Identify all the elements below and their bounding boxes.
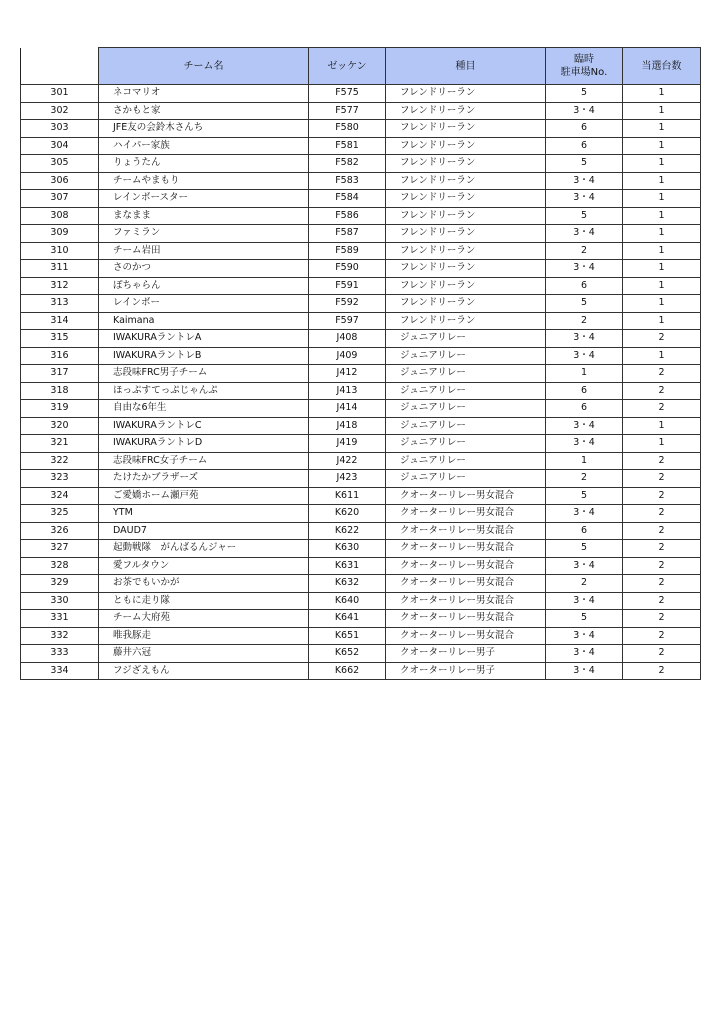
- team-name-cell: Kaimana: [99, 312, 309, 330]
- table-row: [21, 155, 701, 173]
- event-cell: フレンドリーラン: [386, 207, 546, 225]
- team-name-cell: チーム大府苑: [99, 610, 309, 628]
- event-cell: フレンドリーラン: [386, 155, 546, 173]
- cars-cell: 1: [623, 295, 701, 313]
- event-cell: クオーターリレー男女混合: [386, 575, 546, 593]
- team-name-cell: さのかつ: [99, 260, 309, 278]
- event-cell: クオーターリレー男女混合: [386, 627, 546, 645]
- table-row: [21, 172, 701, 190]
- cars-cell: 1: [623, 260, 701, 278]
- row-number: 321: [21, 435, 99, 453]
- parking-cell: 2: [546, 312, 623, 330]
- bib-cell: K611: [309, 487, 386, 505]
- row-number: 314: [21, 312, 99, 330]
- cars-cell: 1: [623, 225, 701, 243]
- bib-cell: F575: [309, 85, 386, 103]
- row-number: 309: [21, 225, 99, 243]
- cars-cell: 1: [623, 277, 701, 295]
- parking-cell: 3・4: [546, 592, 623, 610]
- cars-cell: 2: [623, 540, 701, 558]
- bib-cell: K662: [309, 662, 386, 680]
- row-number: 327: [21, 540, 99, 558]
- cars-cell: 1: [623, 120, 701, 138]
- team-name-cell: DAUD7: [99, 522, 309, 540]
- team-name-cell: ともに走り隊: [99, 592, 309, 610]
- team-name-cell: IWAKURAラントレC: [99, 417, 309, 435]
- cars-cell: 1: [623, 190, 701, 208]
- parking-cell: 6: [546, 382, 623, 400]
- parking-cell: 3・4: [546, 505, 623, 523]
- bib-cell: K622: [309, 522, 386, 540]
- event-cell: フレンドリーラン: [386, 102, 546, 120]
- row-number: 303: [21, 120, 99, 138]
- bib-cell: F584: [309, 190, 386, 208]
- row-number: 306: [21, 172, 99, 190]
- event-cell: フレンドリーラン: [386, 190, 546, 208]
- team-name-cell: IWAKURAラントレB: [99, 347, 309, 365]
- table-row: [21, 610, 701, 628]
- row-number: 310: [21, 242, 99, 260]
- header-bib: ゼッケン: [309, 48, 386, 85]
- parking-cell: 3・4: [546, 330, 623, 348]
- parking-cell: 6: [546, 277, 623, 295]
- team-name-cell: ファミラン: [99, 225, 309, 243]
- table-row: [21, 645, 701, 663]
- parking-cell: 5: [546, 295, 623, 313]
- parking-cell: 3・4: [546, 645, 623, 663]
- parking-cell: 2: [546, 242, 623, 260]
- row-number: 324: [21, 487, 99, 505]
- team-name-cell: たけたかブラザーズ: [99, 470, 309, 488]
- header-event: 種目: [386, 48, 546, 85]
- row-number: 332: [21, 627, 99, 645]
- row-number: 308: [21, 207, 99, 225]
- bib-cell: F581: [309, 137, 386, 155]
- header-team-name: チーム名: [99, 48, 309, 85]
- team-name-cell: 愛フルタウン: [99, 557, 309, 575]
- event-cell: クオーターリレー男女混合: [386, 557, 546, 575]
- bib-cell: F589: [309, 242, 386, 260]
- event-cell: ジュニアリレー: [386, 330, 546, 348]
- row-number: 312: [21, 277, 99, 295]
- parking-cell: 3・4: [546, 347, 623, 365]
- team-name-cell: 藤井六冠: [99, 645, 309, 663]
- table-row: [21, 277, 701, 295]
- bib-cell: J419: [309, 435, 386, 453]
- table-row: [21, 487, 701, 505]
- team-name-cell: 志段味FRC女子チーム: [99, 452, 309, 470]
- event-cell: ジュニアリレー: [386, 470, 546, 488]
- bib-cell: J418: [309, 417, 386, 435]
- event-cell: フレンドリーラン: [386, 120, 546, 138]
- parking-cell: 5: [546, 155, 623, 173]
- table-row: [21, 260, 701, 278]
- parking-cell: 3・4: [546, 225, 623, 243]
- row-number: 301: [21, 85, 99, 103]
- row-number: 334: [21, 662, 99, 680]
- cars-cell: 2: [623, 575, 701, 593]
- cars-cell: 2: [623, 662, 701, 680]
- parking-cell: 3・4: [546, 627, 623, 645]
- bib-cell: J408: [309, 330, 386, 348]
- table-row: [21, 207, 701, 225]
- cars-cell: 1: [623, 172, 701, 190]
- table-row: [21, 435, 701, 453]
- event-cell: クオーターリレー男子: [386, 662, 546, 680]
- cars-cell: 1: [623, 155, 701, 173]
- team-name-cell: ぽちゃらん: [99, 277, 309, 295]
- parking-cell: 3・4: [546, 260, 623, 278]
- parking-cell: 6: [546, 120, 623, 138]
- parking-cell: 1: [546, 365, 623, 383]
- event-cell: フレンドリーラン: [386, 277, 546, 295]
- team-name-cell: IWAKURAラントレA: [99, 330, 309, 348]
- header-parking-line1: 臨時: [574, 54, 594, 65]
- event-cell: ジュニアリレー: [386, 452, 546, 470]
- table-row: [21, 575, 701, 593]
- table-row: [21, 417, 701, 435]
- event-cell: フレンドリーラン: [386, 260, 546, 278]
- table-row: [21, 102, 701, 120]
- parking-cell: 3・4: [546, 190, 623, 208]
- bib-cell: F586: [309, 207, 386, 225]
- cars-cell: 2: [623, 505, 701, 523]
- cars-cell: 2: [623, 452, 701, 470]
- row-number: 333: [21, 645, 99, 663]
- cars-cell: 1: [623, 137, 701, 155]
- event-cell: フレンドリーラン: [386, 85, 546, 103]
- parking-cell: 3・4: [546, 435, 623, 453]
- team-name-cell: 自由な6年生: [99, 400, 309, 418]
- bib-cell: F577: [309, 102, 386, 120]
- row-number: 330: [21, 592, 99, 610]
- table-row: [21, 662, 701, 680]
- parking-cell: 5: [546, 540, 623, 558]
- header-parking-line2: 駐車場No.: [560, 67, 608, 78]
- cars-cell: 1: [623, 417, 701, 435]
- table-row: [21, 295, 701, 313]
- row-number: 318: [21, 382, 99, 400]
- cars-cell: 1: [623, 207, 701, 225]
- parking-cell: 3・4: [546, 662, 623, 680]
- team-name-cell: 志段味FRC男子チーム: [99, 365, 309, 383]
- cars-cell: 2: [623, 645, 701, 663]
- event-cell: ジュニアリレー: [386, 435, 546, 453]
- bib-cell: J422: [309, 452, 386, 470]
- table-row: [21, 190, 701, 208]
- row-number: 319: [21, 400, 99, 418]
- team-name-cell: IWAKURAラントレD: [99, 435, 309, 453]
- row-number: 323: [21, 470, 99, 488]
- team-name-cell: 唯我豚走: [99, 627, 309, 645]
- table-row: [21, 470, 701, 488]
- bib-cell: F583: [309, 172, 386, 190]
- cars-cell: 2: [623, 592, 701, 610]
- team-name-cell: ネコマリオ: [99, 85, 309, 103]
- cars-cell: 2: [623, 487, 701, 505]
- team-name-cell: JFE友の会鈴木さんち: [99, 120, 309, 138]
- team-name-cell: フジざえもん: [99, 662, 309, 680]
- bib-cell: K641: [309, 610, 386, 628]
- event-cell: ジュニアリレー: [386, 417, 546, 435]
- cars-cell: 2: [623, 557, 701, 575]
- bib-cell: J423: [309, 470, 386, 488]
- cars-cell: 1: [623, 312, 701, 330]
- team-name-cell: さかもと家: [99, 102, 309, 120]
- bib-cell: K620: [309, 505, 386, 523]
- table-row: [21, 522, 701, 540]
- header-parking: [546, 48, 623, 85]
- event-cell: ジュニアリレー: [386, 347, 546, 365]
- row-number: 328: [21, 557, 99, 575]
- cars-cell: 1: [623, 347, 701, 365]
- table-row: [21, 627, 701, 645]
- parking-cell: 5: [546, 487, 623, 505]
- row-number: 329: [21, 575, 99, 593]
- bib-cell: J414: [309, 400, 386, 418]
- table-row: [21, 120, 701, 138]
- table-row: [21, 225, 701, 243]
- cars-cell: 2: [623, 470, 701, 488]
- event-cell: フレンドリーラン: [386, 312, 546, 330]
- row-number: 322: [21, 452, 99, 470]
- bib-cell: F587: [309, 225, 386, 243]
- parking-cell: 3・4: [546, 172, 623, 190]
- bib-cell: F580: [309, 120, 386, 138]
- parking-cell: 3・4: [546, 557, 623, 575]
- row-number: 307: [21, 190, 99, 208]
- team-name-cell: お茶でもいかが: [99, 575, 309, 593]
- event-cell: クオーターリレー男女混合: [386, 522, 546, 540]
- team-name-cell: ハイパー家族: [99, 137, 309, 155]
- table-row: [21, 592, 701, 610]
- event-cell: フレンドリーラン: [386, 225, 546, 243]
- cars-cell: 2: [623, 382, 701, 400]
- event-cell: クオーターリレー男女混合: [386, 610, 546, 628]
- event-cell: フレンドリーラン: [386, 295, 546, 313]
- row-number: 313: [21, 295, 99, 313]
- table-row: [21, 137, 701, 155]
- row-number: 316: [21, 347, 99, 365]
- table-row: [21, 365, 701, 383]
- table-row: [21, 347, 701, 365]
- cars-cell: 1: [623, 102, 701, 120]
- row-number: 311: [21, 260, 99, 278]
- event-cell: クオーターリレー男女混合: [386, 487, 546, 505]
- table-row: [21, 85, 701, 103]
- team-name-cell: 起動戦隊 がんばるんジャー: [99, 540, 309, 558]
- bib-cell: J412: [309, 365, 386, 383]
- table-row: [21, 312, 701, 330]
- team-name-cell: りょうたん: [99, 155, 309, 173]
- team-name-cell: チームやまもり: [99, 172, 309, 190]
- parking-cell: 3・4: [546, 417, 623, 435]
- table-row: [21, 242, 701, 260]
- table-row: [21, 505, 701, 523]
- row-number: 302: [21, 102, 99, 120]
- bib-cell: K652: [309, 645, 386, 663]
- table-row: [21, 400, 701, 418]
- row-number: 326: [21, 522, 99, 540]
- parking-cell: 2: [546, 470, 623, 488]
- event-cell: ジュニアリレー: [386, 400, 546, 418]
- event-cell: クオーターリレー男女混合: [386, 592, 546, 610]
- bib-cell: F597: [309, 312, 386, 330]
- team-parking-table: [20, 47, 701, 680]
- parking-cell: 6: [546, 137, 623, 155]
- header-number: [21, 48, 99, 85]
- cars-cell: 2: [623, 610, 701, 628]
- table-row: [21, 557, 701, 575]
- parking-cell: 3・4: [546, 102, 623, 120]
- parking-cell: 5: [546, 610, 623, 628]
- team-name-cell: レインボー: [99, 295, 309, 313]
- bib-cell: F590: [309, 260, 386, 278]
- bib-cell: J409: [309, 347, 386, 365]
- team-name-cell: ほっぷすてっぷじゃんぷ: [99, 382, 309, 400]
- table-row: [21, 540, 701, 558]
- event-cell: クオーターリレー男女混合: [386, 540, 546, 558]
- table-row: [21, 382, 701, 400]
- row-number: 304: [21, 137, 99, 155]
- event-cell: クオーターリレー男女混合: [386, 505, 546, 523]
- event-cell: クオーターリレー男子: [386, 645, 546, 663]
- cars-cell: 2: [623, 522, 701, 540]
- cars-cell: 1: [623, 242, 701, 260]
- bib-cell: F582: [309, 155, 386, 173]
- bib-cell: F592: [309, 295, 386, 313]
- parking-cell: 5: [546, 85, 623, 103]
- cars-cell: 1: [623, 435, 701, 453]
- bib-cell: F591: [309, 277, 386, 295]
- cars-cell: 2: [623, 400, 701, 418]
- row-number: 317: [21, 365, 99, 383]
- bib-cell: J413: [309, 382, 386, 400]
- row-number: 325: [21, 505, 99, 523]
- bib-cell: K630: [309, 540, 386, 558]
- cars-cell: 2: [623, 330, 701, 348]
- parking-cell: 6: [546, 400, 623, 418]
- table-row: [21, 452, 701, 470]
- team-name-cell: レインボースター: [99, 190, 309, 208]
- parking-cell: 5: [546, 207, 623, 225]
- parking-cell: 1: [546, 452, 623, 470]
- row-number: 320: [21, 417, 99, 435]
- event-cell: フレンドリーラン: [386, 242, 546, 260]
- event-cell: フレンドリーラン: [386, 172, 546, 190]
- row-number: 305: [21, 155, 99, 173]
- row-number: 315: [21, 330, 99, 348]
- bib-cell: K651: [309, 627, 386, 645]
- header-row: [21, 48, 701, 85]
- cars-cell: 2: [623, 627, 701, 645]
- bib-cell: K640: [309, 592, 386, 610]
- bib-cell: K632: [309, 575, 386, 593]
- team-name-cell: ご愛嬌ホーム瀬戸苑: [99, 487, 309, 505]
- cars-cell: 1: [623, 85, 701, 103]
- row-number: 331: [21, 610, 99, 628]
- event-cell: ジュニアリレー: [386, 382, 546, 400]
- cars-cell: 2: [623, 365, 701, 383]
- parking-cell: 6: [546, 522, 623, 540]
- event-cell: フレンドリーラン: [386, 137, 546, 155]
- team-name-cell: まなまま: [99, 207, 309, 225]
- team-name-cell: チーム岩田: [99, 242, 309, 260]
- event-cell: ジュニアリレー: [386, 365, 546, 383]
- bib-cell: K631: [309, 557, 386, 575]
- table-row: [21, 330, 701, 348]
- parking-cell: 2: [546, 575, 623, 593]
- team-name-cell: YTM: [99, 505, 309, 523]
- header-cars: 当選台数: [623, 48, 701, 85]
